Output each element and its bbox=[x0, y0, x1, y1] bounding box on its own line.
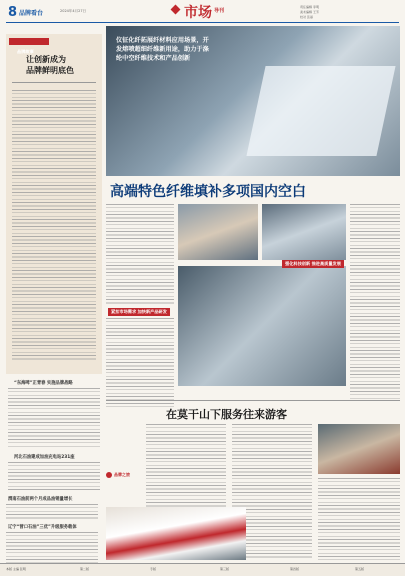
footer-item-6: 第五版 bbox=[355, 567, 365, 571]
hero-caption: 仪征化纤拓展纤材料应用场景，开发熔喷超细纤维新用途，助力于涤纶中空纤维技术和产品创新 bbox=[116, 37, 209, 62]
editor-line-1: 责任编辑 李明 bbox=[300, 5, 319, 9]
left-headline-2: 品牌鲜明底色 bbox=[26, 66, 74, 75]
footer-item-4: 第三版 bbox=[220, 567, 230, 571]
brief-headline-4: 辽宁“营口石油”三优”升级服务载体 bbox=[8, 525, 77, 530]
brief-text-2 bbox=[8, 462, 100, 490]
footer-item-1: 本版 主编 张明 bbox=[6, 567, 26, 571]
bottom-text-3 bbox=[318, 478, 400, 560]
hero-photo bbox=[106, 26, 400, 176]
article-col-1 bbox=[106, 204, 174, 304]
brief-text-4 bbox=[6, 532, 98, 564]
bottom-rule bbox=[106, 400, 400, 401]
bottom-tag bbox=[106, 472, 138, 502]
subhead-left: 紧扣市场需求 加快新产品研发 bbox=[108, 308, 170, 316]
footer-item-2: 第二版 bbox=[80, 567, 90, 571]
article-photo-3 bbox=[178, 266, 346, 386]
editor-line-3: 校对 张丽 bbox=[300, 15, 313, 19]
article-col-2 bbox=[106, 318, 174, 408]
brief-headline-2: 河北石油建成加油充电站231座 bbox=[14, 455, 75, 460]
left-body-text bbox=[12, 90, 96, 360]
issue-date: 2024年4月27日 bbox=[60, 9, 87, 13]
footer-bar bbox=[0, 563, 405, 576]
subhead-right: 强化科技创新 推进高质量发展 bbox=[282, 260, 344, 268]
brand-story-tag bbox=[9, 38, 49, 54]
brief-headline-1: “东海啤”正青春 实施品牌战略 bbox=[14, 381, 73, 386]
left-rule bbox=[12, 82, 96, 83]
article-photo-1 bbox=[178, 204, 258, 260]
brief-text-3 bbox=[6, 504, 98, 520]
article-col-right bbox=[350, 204, 400, 400]
brief-headline-3: 渭南石油前两个月成品油销量增长 bbox=[8, 497, 73, 502]
brief-text-1 bbox=[8, 388, 100, 448]
footer-item-5: 第四版 bbox=[290, 567, 300, 571]
logo-mark-icon bbox=[171, 5, 181, 15]
hero-headline: 高端特色纤维填补多项国内空白 bbox=[110, 184, 306, 200]
article-photo-2 bbox=[262, 204, 346, 260]
header-rule bbox=[6, 22, 399, 23]
masthead-logo: 市场 bbox=[184, 5, 212, 21]
bottom-headline: 在莫干山下服务往来游客 bbox=[166, 408, 287, 421]
bottom-photo-1 bbox=[318, 424, 400, 474]
left-column bbox=[6, 34, 102, 374]
pin-icon bbox=[106, 472, 112, 478]
brand-story-tag-label: 品牌故事 bbox=[17, 49, 34, 54]
hero-fiber-sheet bbox=[246, 66, 395, 156]
bottom-tag-label: 品牌之旅 bbox=[114, 472, 130, 477]
editor-line-2: 美术编辑 王芳 bbox=[300, 10, 319, 14]
page-number: 8 bbox=[8, 5, 18, 20]
gas-station-photo bbox=[106, 507, 246, 560]
briefs-column bbox=[6, 376, 102, 466]
middle-article bbox=[106, 200, 400, 400]
section-name: 品牌看台 bbox=[19, 10, 44, 17]
left-headline-1: 让创新成为 bbox=[26, 55, 66, 64]
footer-item-3: 专版 bbox=[150, 567, 157, 571]
masthead-logo-sub: 导刊 bbox=[214, 8, 225, 14]
